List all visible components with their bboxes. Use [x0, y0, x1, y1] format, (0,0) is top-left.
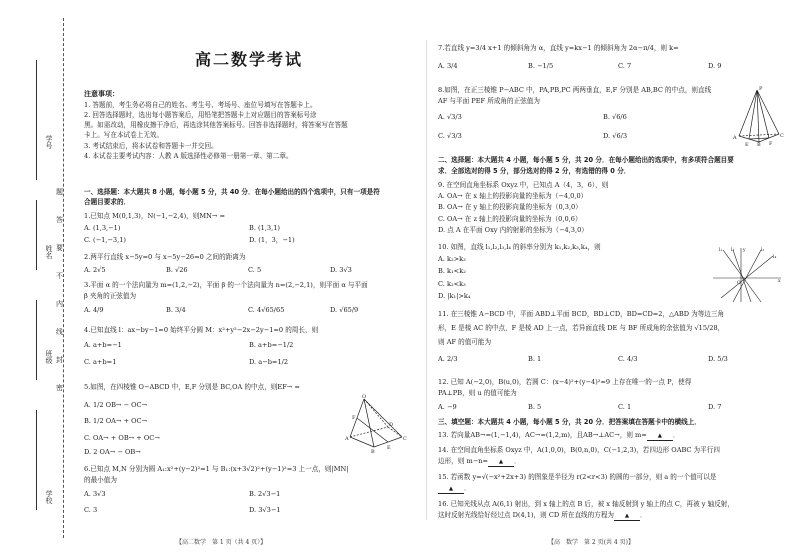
question-number: 4. [84, 326, 91, 334]
option-d: D. a−b=1/2 [249, 358, 289, 367]
question-2 [84, 253, 414, 274]
question-stem: 12. 已知 A(−2,0)，B(u,0)，若圆 C：(x−4)²+(y−4)²=9 上存在唯一的一点 P，使得 [438, 378, 692, 386]
fill-tail: ． [672, 431, 680, 439]
svg-text:E: E [387, 445, 391, 451]
seal-word: 题 [56, 188, 63, 196]
option-c: C. 4√65/65 [248, 306, 285, 315]
option-d: D. 9 [708, 62, 722, 71]
question-stem-line2: 形，E 是棱 AC 的中点，F 是棱 AD 上一点，若异面直线 DE 与 BF 所成角的余弦值为 √15/28， [438, 324, 725, 333]
question-stem-line2: β 夹角的正弦值为 [84, 292, 137, 301]
fill-tail: ． [640, 511, 647, 520]
exam-title: 高二数学考试 [194, 50, 303, 69]
pyramid-figure [344, 393, 409, 453]
notice-line: 3. 考试结束后，将本试卷和答题卡一并交回。 [84, 141, 218, 150]
notice-line: 4. 本试卷主要考试内容：人教 A 版选择性必修第一册第一章、第二章。 [84, 151, 293, 160]
fill-text: 16. 已知光线从点 A(6,1) 射出，到 x 轴上的点 B 后，被 x 轴反射到 y 轴上的点 C，再被 y 轴反射， [438, 500, 734, 509]
seal-word: 要 [56, 244, 63, 252]
section3-heading-line: 三、填空题：本大题共 4 小题，每小题 5 分，共 20 分．把答案填在答题卡中的横线上． [438, 418, 701, 426]
option-b: B. 2√3−1 [249, 490, 281, 499]
question-7 [438, 44, 788, 70]
option-a: A. (1,3,−1) [84, 224, 121, 233]
seal-word: 密 [56, 384, 63, 392]
binding-dashed-line [63, 18, 64, 538]
footer-left: 【高二数学 第 1 页（共 4 页）】 [176, 538, 267, 546]
option-c: C. 1 [618, 403, 632, 412]
option-a: A. 3/4 [438, 62, 458, 71]
option-d: D. 2 OA→ − OB→ [84, 447, 141, 456]
svg-text:F: F [352, 415, 356, 421]
question-stem: 已知直线 l：ax−by−1=0 始终平分圆 M：x²+y²−2x−2y−1=0 的周长，则 [90, 326, 319, 334]
svg-text:O: O [737, 281, 741, 286]
footer-right: 【高 数学 第 2 页(共 4 页)】 [548, 538, 634, 546]
fill-question-16 [438, 500, 788, 508]
option-a: A. k₂>k₃ [438, 255, 466, 264]
question-8 [438, 86, 738, 140]
question-number: 7. [438, 44, 445, 52]
option-a: A. a+b=−1 [84, 341, 122, 350]
question-11 [438, 310, 788, 363]
notice-line: 卡上。写在本试卷上无效。 [84, 131, 164, 140]
option-b: B. k₁<k₂ [438, 267, 466, 276]
question-stem-line2: PA⊥PB，则 u 的值可能为 [438, 389, 517, 398]
fill-question-13 [438, 431, 788, 441]
option-c: C. OA→ + OB→ + OC→ [84, 433, 160, 442]
svg-text:F: F [769, 141, 773, 146]
option-b: B. (1,3,1) [249, 224, 280, 233]
question-stem: 已知点 M,N 分别为圆 A₁:x²+(y−2)²=1 与 B₁:(x+3√2)²+(y−1)²=3 上一点，则|MN| [90, 465, 349, 473]
svg-text:l₄: l₄ [773, 255, 777, 260]
question-stem-line2: 的最小值为 [84, 476, 117, 485]
option-c: C. 5 [248, 266, 262, 275]
section1-heading-line1: 一、选择题：本大题共 8 小题，每小题 5 分，共 40 分．在每小题给出的四个选项中，只有一项是符 [84, 188, 380, 196]
notice-block [84, 90, 414, 160]
fill-tail: ． [464, 484, 471, 493]
answer-blank[interactable]: ▲ [438, 486, 464, 494]
svg-text:B: B [757, 142, 761, 146]
binding-margin [0, 0, 82, 554]
question-number: 8. [438, 86, 445, 94]
fill-question-15-cont [438, 484, 788, 494]
field-school: 学校 [45, 490, 53, 504]
question-10 [438, 243, 738, 300]
answer-blank[interactable]: ▲ [488, 459, 514, 467]
svg-text:l₃: l₃ [761, 248, 765, 253]
option-a: A. 4/9 [84, 306, 104, 315]
option-b: B. 3/4 [166, 306, 186, 315]
fill-text: 这时反射光线恰好经过点 D(4,1)，则 CD 所在直线的方程为 [438, 511, 615, 520]
option-b: B. 5 [528, 403, 542, 412]
section3-heading [438, 418, 788, 426]
section1-heading-line2: 合题目要求的． [84, 198, 131, 207]
option-a: A. √3/3 [438, 113, 462, 122]
question-stem: 若直线 y=3/4 x+1 的倾斜角为 α，直线 y=kx−1 的倾斜角为 2α−π/4，则 k= [444, 44, 679, 52]
svg-text:l₂: l₂ [731, 248, 735, 253]
seal-word: 封 [56, 356, 63, 364]
option-d: D. 3√3 [330, 266, 352, 275]
svg-text:A: A [733, 135, 737, 141]
question-stem: 10. 如图，直线 l₁,l₂,l₃,l₄ 的斜率分别为 k₁,k₂,k₃,k₄，则 [438, 243, 601, 251]
seal-word: 内 [56, 300, 63, 308]
field-student-number-line [36, 60, 37, 180]
fill-text: 14. 在空间直角坐标系 Oxyz 中，A(1,0,0)，B(0,n,0)，C(−1,2,3)，若四边形 OABC 为平行四 [438, 445, 720, 454]
answer-blank[interactable]: ▲ [647, 433, 673, 441]
column-divider [426, 40, 427, 520]
fill-tail: ． [514, 457, 521, 466]
fill-questions [438, 431, 788, 521]
field-school-line [36, 410, 37, 510]
svg-text:x: x [778, 279, 781, 284]
notice-line: 黑。如需改动，用橡皮擦干净后，再选涂其他答案标号。回答非选择题时，将答案写在答题 [84, 121, 348, 130]
notice-heading: 注意事项： [84, 90, 119, 98]
question-3 [84, 281, 414, 315]
question-stem: 如图，在正三棱锥 P−ABC 中，PA,PB,PC 两两垂直，E,F 分别是 AB,BC 的中点，则直线 [444, 86, 712, 94]
option-d: D. √6/3 [603, 131, 628, 140]
option-d: D. |k₁|>k₄ [438, 291, 471, 300]
option-c: C. 4/3 [618, 354, 638, 363]
option-b: B. −1/5 [528, 62, 554, 71]
option-c: C. √3/3 [438, 131, 462, 140]
svg-text:A: A [345, 436, 349, 442]
option-b: B. √6/6 [603, 113, 627, 122]
fill-question-16-cont [438, 511, 788, 521]
right-column [438, 0, 788, 554]
question-number: 1. [84, 212, 91, 220]
svg-text:y: y [743, 248, 746, 253]
svg-text:l₁: l₁ [719, 248, 723, 253]
question-stem: 两平行直线 x−5y=0 与 x−5y−26=0 之间的距离为 [90, 253, 246, 261]
question-number: 5. [84, 383, 91, 391]
option-a: A. 1/2 OB→ − OC→ [84, 401, 148, 410]
seal-word: 答 [56, 216, 63, 224]
option-a: A. −9 [438, 403, 457, 412]
option-a: A. 3√3 [84, 490, 106, 499]
option-c: C. k₂<k₃ [438, 279, 466, 288]
option-d: D. 5/3 [708, 354, 728, 363]
question-12 [438, 378, 788, 412]
question-stem: 11. 在三棱锥 A−BCD 中，平面 ABD⊥平面 BCD，BD⊥CD，BD=CD=2，△ABD 为等边三角 [438, 310, 725, 318]
option-d: D. 3√3−1 [249, 505, 281, 514]
question-1 [84, 212, 414, 245]
answer-blank[interactable]: ▲ [614, 513, 640, 521]
seal-word: 不 [56, 272, 63, 280]
svg-text:P: P [759, 86, 763, 92]
question-stem: 如图，在四棱锥 O−ABCD 中，E,F 分别是 BC,OA 的中点，则EF→ = [90, 383, 300, 391]
svg-text:E: E [745, 142, 749, 146]
option-d: D. 点 A 在平面 Oxy 内的射影的坐标为（−4,3,0） [438, 225, 588, 234]
option-b: B. OA→ 在 y 轴上的投影向量的坐标为（0,3,0） [438, 203, 582, 212]
svg-text:C: C [780, 133, 784, 139]
field-name-line [36, 200, 37, 270]
question-number: 3. [84, 281, 91, 289]
svg-text:C: C [403, 436, 407, 442]
option-c: C. a+b=1 [84, 358, 117, 367]
question-6 [84, 465, 414, 514]
field-class: 班级 [45, 350, 53, 364]
question-stem: 9. 在空间直角坐标系 Oxyz 中，已知点 A（4，3，6），则 [438, 181, 609, 189]
option-d: D. 7 [708, 403, 722, 412]
notice-line: 1. 答题前，考生务必将自己的姓名、考生号、考场号、座位号填写在答题卡上。 [84, 100, 317, 109]
option-c: C. OA→ 在 z 轴上的投影向量的坐标为（0,0,6） [438, 214, 582, 223]
svg-text:B: B [371, 449, 375, 453]
question-stem: 已知点 M(0,1,3)，N(−1,−2,4)，则MN→ = [90, 212, 226, 220]
field-name: 姓名 [45, 245, 53, 259]
fill-text: 边形，则 m−n= [438, 457, 489, 466]
question-stem: 平面 α 的一个法向量为 m=(1,2,−2)，平面 β 的一个法向量为 n=(2,−2,1)，则平面 α 与平面 [90, 281, 368, 289]
triangular-pyramid-figure [731, 84, 786, 146]
question-number: 6. [84, 465, 91, 473]
question-number: 2. [84, 253, 91, 261]
option-b: B. 1/2 OA→ + OC→ [84, 417, 148, 426]
fill-question-15 [438, 473, 788, 481]
fill-question-14-cont [438, 457, 788, 467]
field-student-number: 学号 [45, 135, 53, 149]
option-c: C. 7 [618, 62, 632, 71]
section1-heading [84, 188, 414, 206]
question-stem-line3: 则 AF 的值可能为 [438, 338, 492, 347]
fill-text: 13. 若向量AB→=(1,−1,4)，AC→=(1,2,m)，且AB→⊥AC→，则 m= [438, 431, 647, 439]
field-class-line [36, 300, 37, 380]
question-4 [84, 326, 414, 367]
question-stem-line2: AF 与平面 PEF 所成角的正弦值为 [438, 97, 540, 106]
fill-question-14 [438, 446, 788, 454]
option-c: C. (−1,−3,1) [84, 236, 126, 245]
option-b: B. √26 [166, 266, 188, 275]
option-a: A. OA→ 在 x 轴上的投影向量的坐标为（−4,0,0） [438, 192, 588, 201]
left-column [84, 0, 414, 554]
option-c: C. 3 [84, 505, 98, 514]
svg-text:O: O [362, 394, 367, 400]
section2-heading [438, 156, 788, 175]
option-a: A. 2√5 [84, 266, 106, 275]
notice-line: 2. 回答选择题时，选出每小题答案后，用铅笔把答题卡上对应题目的答案标号涂 [84, 110, 317, 119]
option-b: B. a+b=−1/2 [249, 341, 294, 350]
section2-heading-line2: 求．全部选对的得 5 分，部分选对的得 2 分，有选错的得 0 分． [438, 167, 631, 176]
svg-text:D: D [389, 422, 394, 428]
question-9 [438, 181, 788, 234]
option-b: B. 1 [528, 354, 542, 363]
lines-figure [711, 246, 783, 304]
option-a: A. 2/3 [438, 354, 458, 363]
fill-text: 15. 若函数 y=√(−x²+2x+3) 的图象是半径为 r(2<r<3) 的圆的一部分，则 a 的一个值可以是 [438, 472, 717, 481]
section2-heading-line1: 二、选择题：本大题共 4 小题，每小题 5 分，共 20 分．在每小题给出的选项中，有多项符合题目要 [438, 156, 734, 164]
seal-word: 线 [56, 328, 63, 336]
option-d: D. √65/9 [330, 306, 359, 315]
option-d: D. (1，3，−1) [249, 236, 295, 245]
